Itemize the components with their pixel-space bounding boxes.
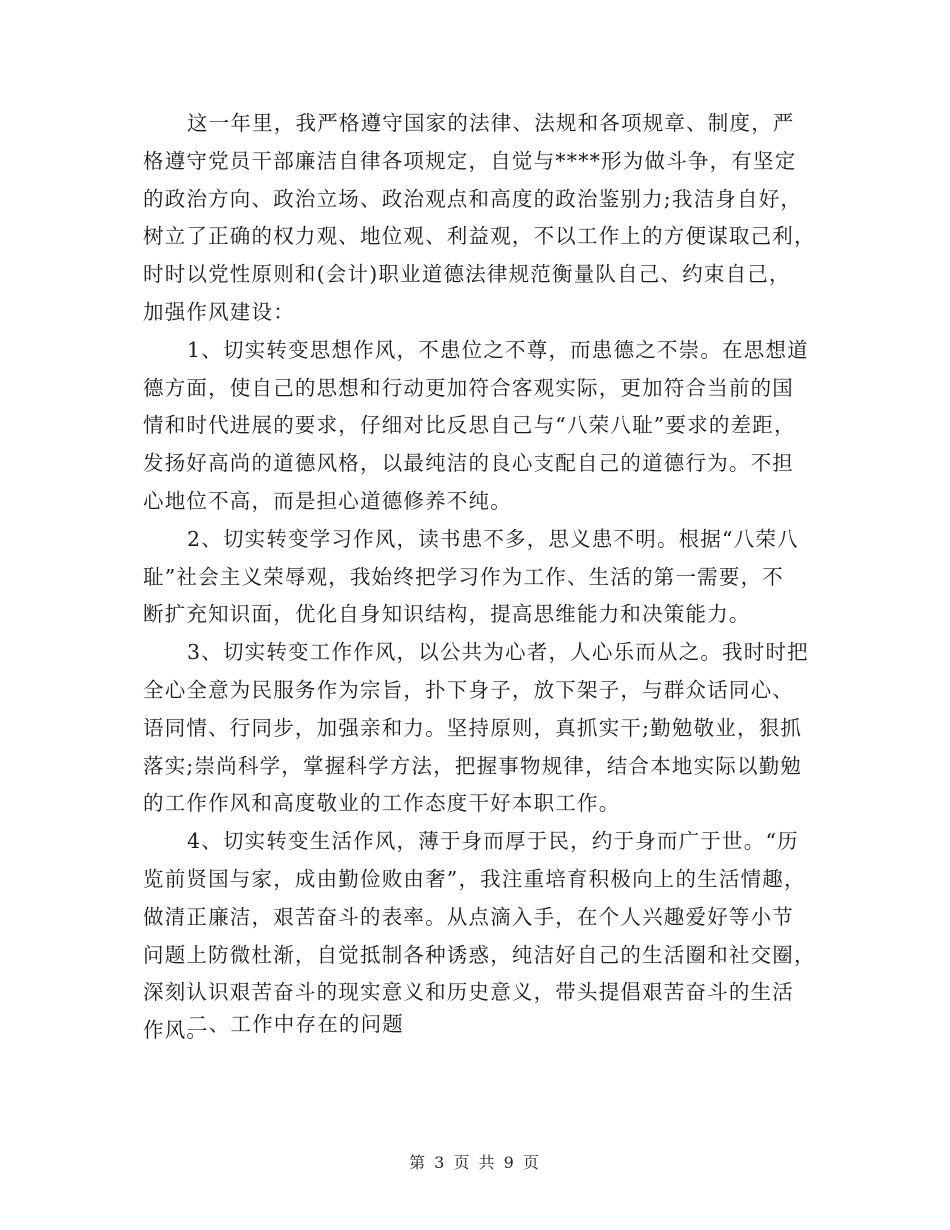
text-line: 时时以党性原则和(会计)职业道德法律规范衡量队自己、约束自己，: [143, 262, 791, 287]
document-body: [143, 105, 816, 1050]
text-line: 2、切实转变学习作风，读书患不多，思义患不明。根据“八荣八: [187, 526, 799, 551]
text-line: 全心全意为民服务作为宗旨，扑下身子，放下架子，与群众话同心、: [143, 677, 794, 702]
page-footer: 第 3 页 共 9 页: [409, 1153, 541, 1172]
text-line: 作风。: [143, 1018, 209, 1043]
text-line: 语同情、行同步，加强亲和力。坚持原则，真抓实干;勤勉敬业，狠抓: [143, 715, 803, 740]
text-line: 深刻认识艰苦奋斗的现实意义和历史意义，带头提倡艰苦奋斗的生活: [143, 980, 794, 1005]
paragraph-study-style: [143, 521, 803, 634]
section-heading: 二、工作中存在的问题: [187, 1012, 404, 1036]
text-line: 4、切实转变生活作风，薄于身而厚于民，约于身而广于世。“历: [187, 829, 799, 854]
text-line: 的工作作风和高度敬业的工作态度干好本职工作。: [143, 791, 621, 816]
text-line: 这一年里，我严格遵守国家的法律、法规和各项规章、制度，严: [187, 111, 795, 135]
paragraph-work-style: [143, 634, 809, 823]
text-line: 树立了正确的权力观、地位观、利益观，不以工作上的方便谋取己利，: [143, 224, 816, 249]
text-line: 1、切实转变思想作风，不患位之不尊，而患德之不崇。在思想道: [187, 337, 809, 362]
text-line: 览前贤国与家，成由勤俭败由奢”，我注重培育积极向上的生活情趣，: [143, 866, 806, 891]
text-line: 做清正廉洁，艰苦奋斗的表率。从点滴入手，在个人兴趣爱好等小节: [143, 904, 794, 929]
text-line: 情和时代进展的要求，仔细对比反思自己与“八荣八耻”要求的差距，: [143, 413, 796, 438]
text-line: 断扩充知识面，优化自身知识结构，提高思维能力和决策能力。: [143, 602, 751, 627]
text-line: 3、切实转变工作作风，以公共为心者，人心乐而从之。我时时把: [187, 640, 809, 665]
text-line: 发扬好高尚的道德风格，以最纯洁的良心支配自己的道德行为。不担: [143, 451, 794, 476]
text-line: 心地位不高，而是担心道德修养不纯。: [143, 488, 512, 513]
text-line: 耻”社会主义荣辱观，我始终把学习作为工作、生活的第一需要，不: [143, 564, 784, 589]
text-line: 德方面，使自己的思想和行动更加符合客观实际，更加符合当前的国: [143, 375, 794, 400]
text-line: 格遵守党员干部廉洁自律各项规定，自觉与****形为做斗争，有坚定: [143, 148, 797, 173]
text-line: 加强作风建设：: [143, 299, 295, 324]
text-line: 问题上防微杜渐，自觉抵制各种诱惑，纯洁好自己的生活圈和社交圈，: [143, 942, 816, 967]
paragraph-conduct: [143, 105, 816, 332]
text-line: 的政治方向、政治立场、政治观点和高度的政治鉴别力;我洁身自好，: [143, 186, 803, 211]
paragraph-thinking-style: [143, 332, 809, 521]
text-line: 落实;崇尚科学，掌握科学方法，把握事物规律，结合本地实际以勤勉: [143, 753, 803, 778]
